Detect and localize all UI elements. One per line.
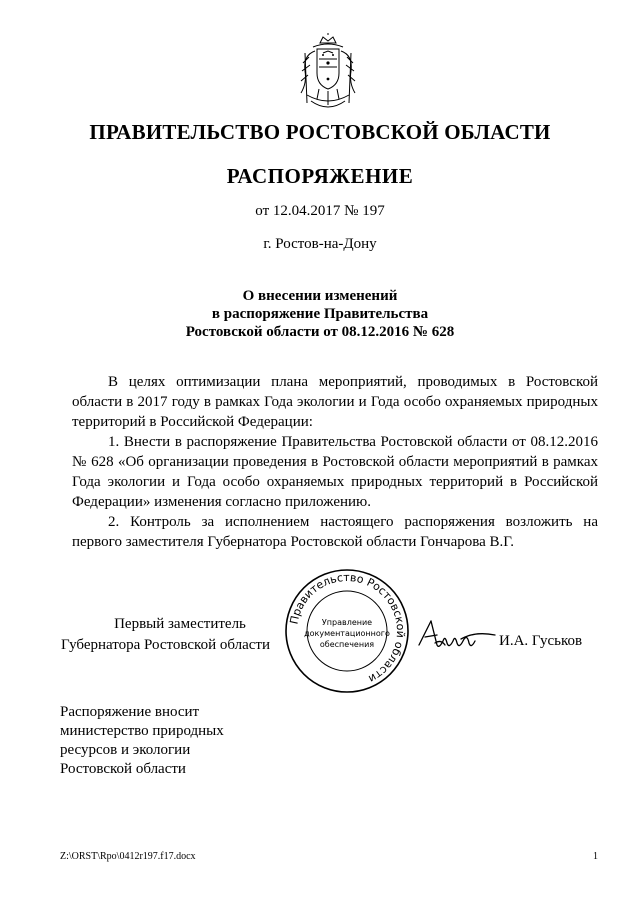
signatory-position bbox=[60, 614, 270, 656]
subject-line: в распоряжение Правительства bbox=[211, 306, 429, 322]
footer-file-path: Z:\ORST\Rpo\0412r197.f17.docx bbox=[60, 851, 196, 862]
note-line: Распоряжение вносит bbox=[60, 704, 200, 720]
stamp-center-line: документационного bbox=[304, 629, 390, 638]
page-number: 1 bbox=[593, 851, 598, 862]
note-line: министерство природных bbox=[60, 723, 224, 739]
position-line: Губернатора Ростовской области bbox=[60, 637, 270, 653]
note-line: Ростовской области bbox=[60, 761, 186, 777]
subject-line: О внесении изменений bbox=[242, 288, 398, 304]
document-type: РАСПОРЯЖЕНИЕ bbox=[226, 164, 414, 188]
subject-line: Ростовской области от 08.12.2016 № 628 bbox=[185, 324, 455, 340]
government-title: ПРАВИТЕЛЬСТВО РОСТОВСКОЙ ОБЛАСТИ bbox=[89, 120, 551, 144]
resolution-item: 2. Контроль за исполнением настоящего распоряжения возложить на первого заместителя Губернатора Ростовской области Гончарова В.Г. bbox=[72, 514, 598, 550]
note-line: ресурсов и экологии bbox=[60, 742, 191, 758]
submitted-by-note bbox=[60, 703, 224, 779]
official-stamp bbox=[283, 567, 411, 695]
document-date-number: от 12.04.2017 № 197 bbox=[255, 203, 385, 219]
position-line: Первый заместитель bbox=[114, 616, 246, 632]
stamp-ring-text: Правительство Ростовской области bbox=[287, 570, 408, 686]
preamble-paragraph bbox=[72, 372, 598, 432]
resolution-items bbox=[72, 432, 598, 552]
signatory-name: И.А. Гуськов bbox=[499, 633, 583, 649]
stamp-center-line: Управление bbox=[321, 618, 373, 627]
stamp-center-line: обеспечения bbox=[319, 640, 375, 649]
document-city: г. Ростов-на-Дону bbox=[263, 236, 377, 252]
handwritten-signature bbox=[415, 615, 497, 657]
preamble-text: В целях оптимизации плана мероприятий, проводимых в Ростовской области в 2017 году в рамках Года экологии и Года особо охраняемых природных территорий в Российской Федерации: bbox=[72, 374, 598, 430]
coat-of-arms-emblem bbox=[293, 33, 363, 117]
document-subject bbox=[0, 287, 640, 341]
resolution-item: 1. Внести в распоряжение Правительства Ростовской области от 08.12.2016 № 628 «Об организации проведения в Ростовской области мероприятий в рамках Года экологии и Года особо охраняемых природных территорий в Российской Федерации» изменения согласно приложению. bbox=[72, 434, 598, 510]
